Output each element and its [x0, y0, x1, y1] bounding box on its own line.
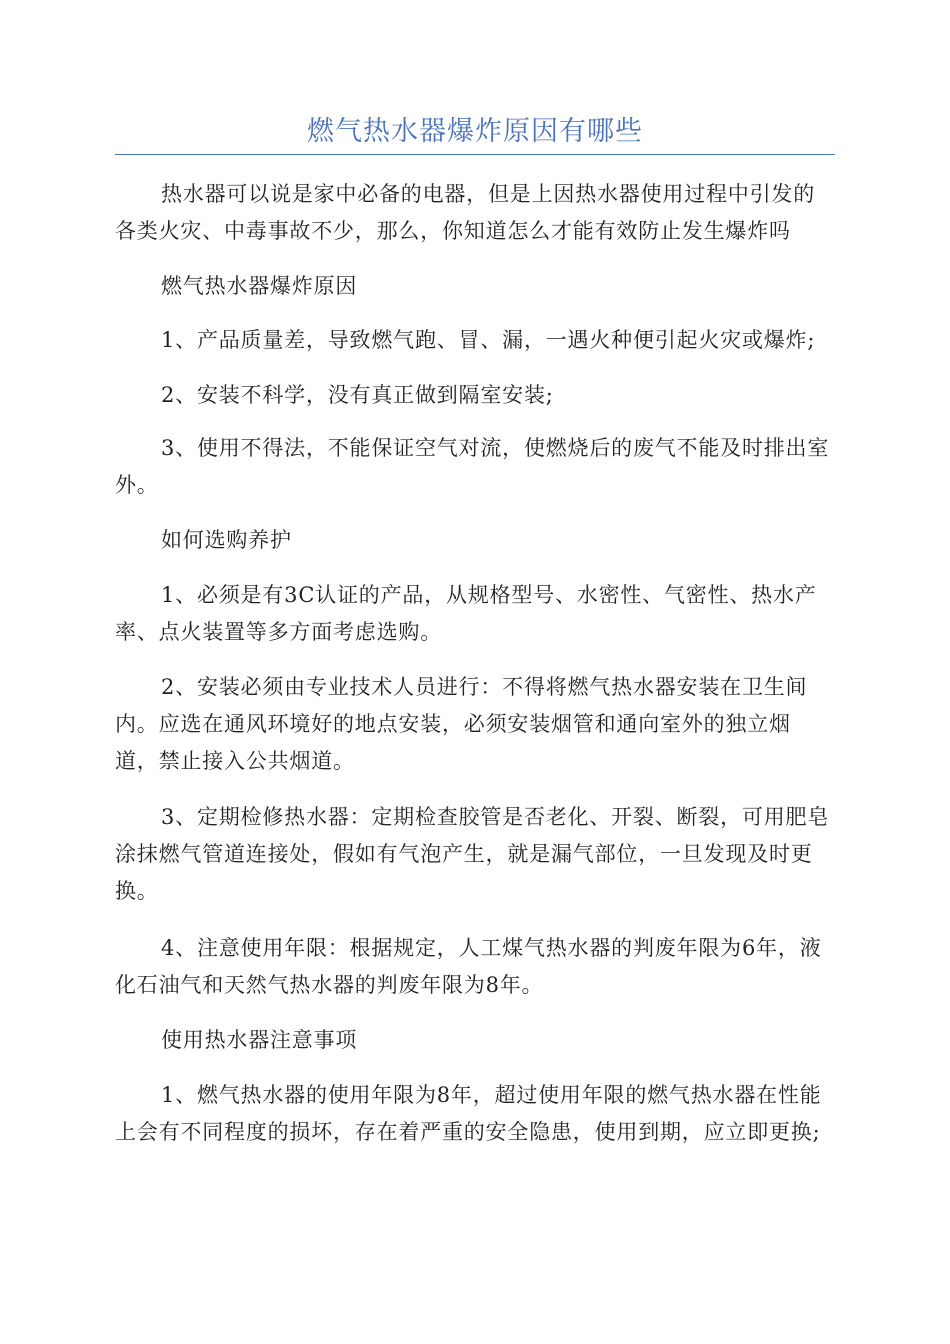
purchase-item-1: 1、必须是有3C认证的产品，从规格型号、水密性、气密性、热水产率、点火装置等多方面考虑选购。 [115, 583, 817, 644]
purchase-item-3: 3、定期检修热水器：定期检查胶管是否老化、开裂、断裂，可用肥皂涂抹燃气管道连接处，假如有气泡产生，就是漏气部位，一旦发现及时更换。 [115, 805, 830, 903]
section-heading-purchase: 如何选购养护 [161, 528, 292, 552]
intro-paragraph: 热水器可以说是家中必备的电器，但是上因热水器使用过程中引发的各类火灾、中毒事故不少，那么，你知道怎么才能有效防止发生爆炸吗 [115, 182, 815, 243]
purchase-item-2: 2、安装必须由专业技术人员进行：不得将燃气热水器安装在卫生间内。应选在通风环境好的地点安装，必须安装烟管和通向室外的独立烟道，禁止接入公共烟道。 [115, 675, 808, 773]
purchase-item-4: 4、注意使用年限：根据规定，人工煤气热水器的判废年限为6年，液化石油气和天然气热水器的判废年限为8年。 [115, 936, 822, 997]
section-heading-usage: 使用热水器注意事项 [161, 1028, 358, 1052]
usage-item-1: 1、燃气热水器的使用年限为8年，超过使用年限的燃气热水器在性能上会有不同程度的损坏，存在着严重的安全隐患，使用到期，应立即更换; [115, 1083, 822, 1144]
cause-item-3: 3、使用不得法，不能保证空气对流，使燃烧后的废气不能及时排出室外。 [115, 436, 830, 497]
document-title: 燃气热水器爆炸原因有哪些 [307, 116, 643, 147]
cause-item-1: 1、产品质量差，导致燃气跑、冒、漏，一遇火种便引起火灾或爆炸; [161, 328, 816, 352]
cause-item-2: 2、安装不科学，没有真正做到隔室安装; [161, 383, 554, 407]
section-heading-causes: 燃气热水器爆炸原因 [161, 274, 358, 298]
title-underline [115, 154, 835, 155]
